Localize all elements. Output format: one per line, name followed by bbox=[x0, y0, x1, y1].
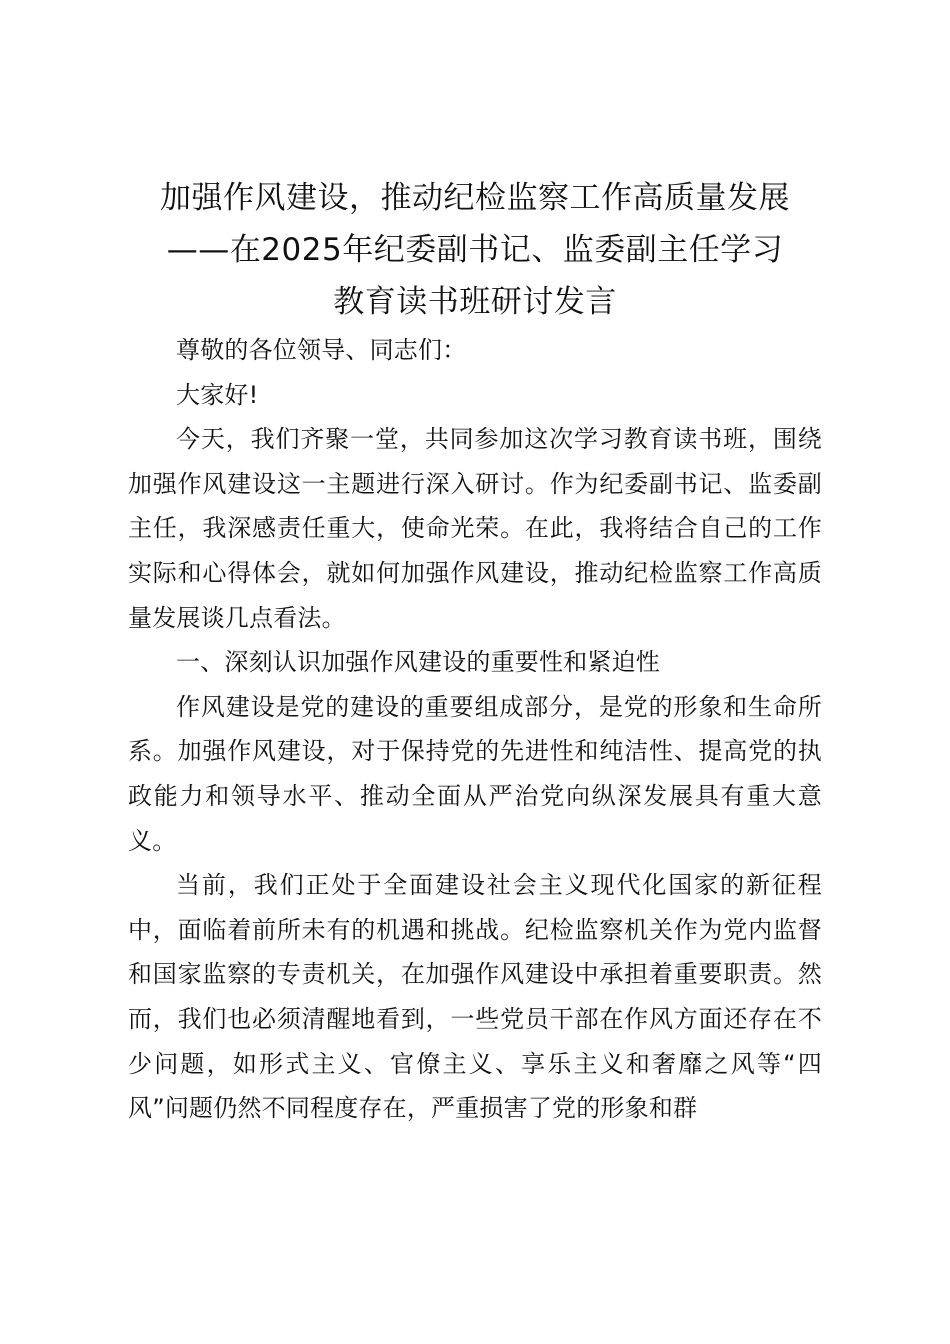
intro-paragraph: 今天，我们齐聚一堂，共同参加这次学习教育读书班，围绕加强作风建设这一主题进行深入研讨。作为纪委副书记、监委副主任，我深感责任重大，使命光荣。在此，我将结合自己的工作实际和心得体会，就如何加强作风建设，推动纪检监察工作高质量发展谈几点看法。 bbox=[128, 425, 822, 632]
document-body bbox=[128, 328, 822, 1131]
document-title bbox=[110, 172, 840, 328]
salutation-paragraph: 尊敬的各位领导、同志们： bbox=[176, 336, 467, 364]
title-line-3: 教育读书班研讨发言 bbox=[333, 284, 617, 320]
greeting-paragraph: 大家好! bbox=[176, 380, 259, 409]
body-paragraph: 当前，我们正处于全面建设社会主义现代化国家的新征程中，面临着前所未有的机遇和挑战。纪检监察机关作为党内监督和国家监察的专责机关，在加强作风建设中承担着重要职责。然而，我们也必须清醒地看到，一些党员干部在作风方面还存在不少问题，如形式主义、官僚主义、享乐主义和奢靡之风等“四风”问题仍然不同程度存在，严重损害了党的形象和群 bbox=[128, 871, 822, 1123]
body-paragraph: 作风建设是党的建设的重要组成部分，是党的形象和生命所系。加强作风建设，对于保持党的先进性和纯洁性、提高党的执政能力和领导水平、推动全面从严治党向纵深发展具有重大意义。 bbox=[128, 692, 822, 855]
title-line-1: 加强作风建设，推动纪检监察工作高质量发展 bbox=[160, 180, 790, 216]
section-heading-1: 一、深刻认识加强作风建设的重要性和紧迫性 bbox=[176, 648, 660, 677]
title-line-2: ——在2025年纪委副书记、监委副主任学习 bbox=[166, 232, 784, 268]
